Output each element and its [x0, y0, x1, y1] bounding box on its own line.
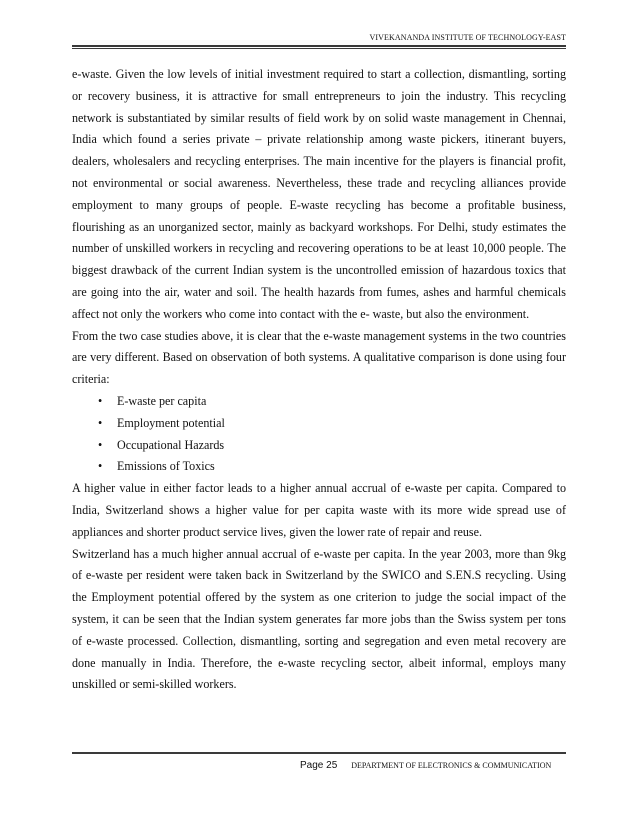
paragraph-switzerland: Switzerland has a much higher annual accrual of e-waste per capita. In the year 2003, more than 9kg of e-waste per resident were taken back in Switzerland by the SWICO and S.EN.S recycling. Using the Employment potential offered by the system as one criterion to judge the social impact of the system, it can be seen that the Indian system generates far more jobs than the Swiss system per tons of e-waste processed. Collection, dismantling, sorting and segregation and even metal recovery are done manually in India. Therefore, the e-waste recycling sector, albeit informal, employs many unskilled or semi-skilled workers.	[72, 546, 566, 692]
paragraph-case-studies: From the two case studies above, it is clear that the e-waste management systems in the two countries are very different. Based on observation of both systems. A qualitative comparison is done using four criteria:	[72, 328, 566, 387]
page-number: Page 25	[300, 760, 338, 771]
page-footer	[300, 760, 551, 771]
paragraph-higher-value: A higher value in either factor leads to a higher annual accrual of e-waste per capita. Compared to India, Switzerland shows a higher value for per capita waste with its more wide spread use of appliances and shorter product service lives, given the lower rate of repair and reuse.	[72, 481, 566, 539]
list-item: • E-waste per capita	[117, 391, 566, 413]
header-rule	[72, 45, 566, 47]
list-item: • Employment potential	[117, 413, 566, 435]
paragraph-recycling-network: e-waste. Given the low levels of initial investment required to start a collection, dismantling, sorting or recovery business, it is attractive for small entrepreneurs to join the industry. This recycling network is substantiated by similar results of field work by on solid waste management in Chennai, India which found a series private – private relationship among waste pickers, itinerant buyers, dealers, wholesalers and recycling enterprises. The main incentive for the players is financial profit, not environmental or social awareness. Nevertheless, these trade and recycling alliances provide employment to many groups of people. E-waste recycling has become a profitable business, flourishing as an unorganized sector, mainly as backyard workshops. For Delhi, study estimates the number of unskilled workers in recycling and recovering operations to be at least 10,000 people. The biggest drawback of the current Indian system is the uncontrolled emission of hazardous toxics that are going into the air, water and soil. The health hazards from fumes, ashes and harmful chemicals affect not only the workers who come into contact with the e- waste, but also the environment.	[72, 67, 566, 321]
list-item: • Occupational Hazards	[117, 435, 566, 457]
header-rule-thin	[72, 48, 566, 49]
footer-rule	[72, 752, 566, 754]
department-name: DEPARTMENT OF ELECTRONICS & COMMUNICATION	[351, 761, 552, 770]
header-institute-name: VIVEKANANDA INSTITUTE OF TECHNOLOGY-EAST	[369, 33, 566, 42]
criteria-list	[72, 391, 566, 478]
list-item: • Emissions of Toxics	[117, 456, 566, 478]
page-body	[72, 64, 566, 696]
